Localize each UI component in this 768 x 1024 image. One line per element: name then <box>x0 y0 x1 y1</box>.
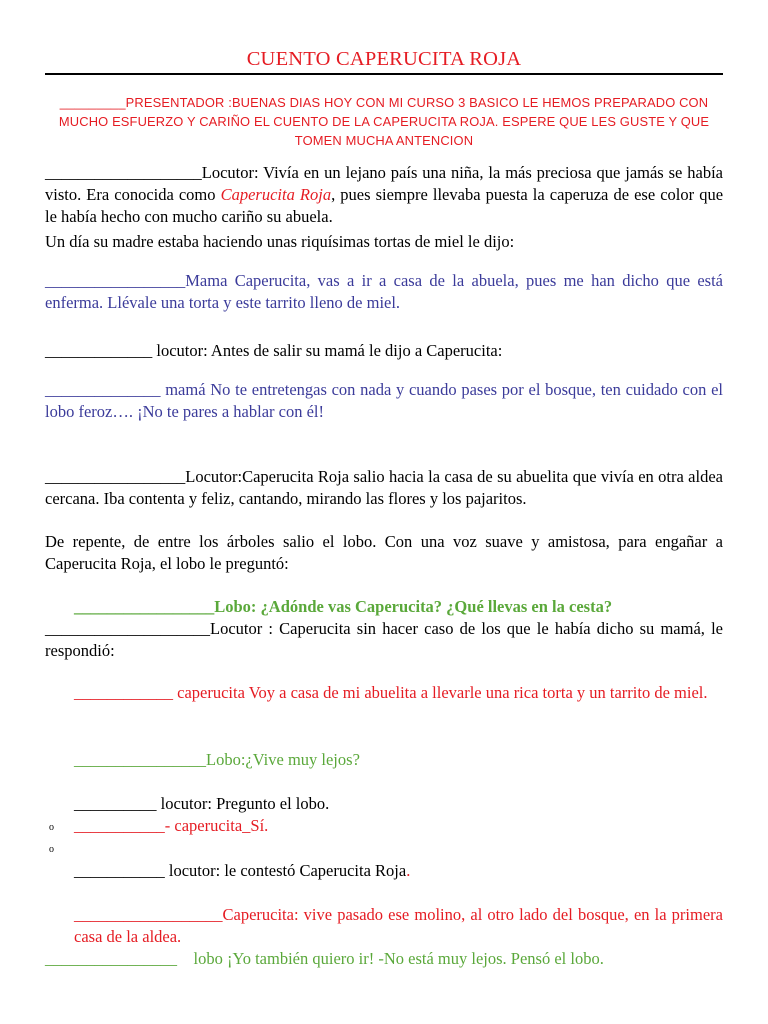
narrator-paragraph-1 <box>45 162 723 228</box>
narrator-text: Locutor: Vivía en un lejano país una niña, la más preciosa que jamás se había visto. Era conocida como <box>45 163 723 204</box>
narrator-text: locutor: Pregunto el lobo. <box>156 794 330 813</box>
narrator-paragraph-6 <box>45 618 723 662</box>
narrator-paragraph-8 <box>74 860 723 882</box>
blank-line: ________________ <box>45 949 177 968</box>
blank-line: ___________ <box>74 816 165 835</box>
blank-line: _________ <box>59 95 126 110</box>
dialogue-text: lobo ¡Yo también quiero ir! -No está muy lejos. Pensó el lobo. <box>177 949 604 968</box>
dialogue-text: Mama Caperucita, vas a ir a casa de la abuela, pues me han dicho que está enferma. Llévale una torta y este tarrito lleno de miel. <box>45 271 723 312</box>
narrator-paragraph-4 <box>45 466 723 510</box>
narrator-paragraph-3 <box>45 340 723 362</box>
caperucita-dialogue-2 <box>74 815 723 837</box>
dialogue-text: - caperucita_Sí. <box>164 816 269 835</box>
caperucita-dialogue-1 <box>74 682 723 704</box>
mama-dialogue-1 <box>45 270 723 314</box>
mama-dialogue-2 <box>45 379 723 423</box>
blank-line: ____________________ <box>45 619 210 638</box>
lobo-dialogue-2 <box>74 749 723 771</box>
narrator-text: Locutor:Caperucita Roja salio hacia la casa de su abuelita que vivía en otra aldea cercana. Iba contenta y feliz, cantando, mirando las flores y los pajaritos. <box>45 467 723 508</box>
title-underline <box>45 73 723 75</box>
presenter-paragraph <box>45 93 723 150</box>
red-period: . <box>406 861 411 880</box>
blank-line: _________________ <box>45 467 186 486</box>
presenter-text: PRESENTADOR :BUENAS DIAS HOY CON MI CURSO 3 BASICO LE HEMOS PREPARADO CON MUCHO ESFUERZO Y CARIÑO EL CUENTO DE LA CAPERUCITA ROJA. ESPERE QUE LES GUSTE Y QUE TOMEN MUCHA ANTENCION <box>58 95 710 148</box>
narrator-text-continued: , pues siempre llevaba puesta la caperuza de ese color que le había hecho con mucho cariño su abuela. <box>45 185 724 226</box>
blank-line: ______________ <box>45 380 161 399</box>
blank-line: _________________ <box>74 597 215 616</box>
narrator-text: locutor: le contestó Caperucita Roja <box>164 861 407 880</box>
blank-line: ____________ <box>74 683 173 702</box>
page-title: CUENTO CAPERUCITA ROJA <box>246 48 522 70</box>
dialogue-text: Lobo: ¿Adónde vas Caperucita? ¿Qué llevas en la cesta? <box>214 597 613 616</box>
narrator-text: locutor: Antes de salir su mamá le dijo a Caperucita: <box>152 341 503 360</box>
document-page <box>45 0 723 1024</box>
narrator-text: Locutor : Caperucita sin hacer caso de los que le había dicho su mamá, le respondió: <box>45 619 723 660</box>
narrator-paragraph-7 <box>74 793 723 815</box>
blank-line: __________ <box>74 794 157 813</box>
dialogue-text: caperucita Voy a casa de mi abuelita a llevarle una rica torta y un tarrito de miel. <box>173 683 708 702</box>
highlighted-name: Caperucita Roja <box>220 185 332 204</box>
lobo-dialogue-1 <box>74 596 723 618</box>
blank-line: ___________________ <box>45 163 202 182</box>
narrator-paragraph-2: Un día su madre estaba haciendo unas riquísimas tortas de miel le dijo: <box>45 232 515 251</box>
blank-line: _____________ <box>45 341 153 360</box>
narrator-paragraph-5: De repente, de entre los árboles salio el lobo. Con una voz suave y amistosa, para engañar a Caperucita Roja, el lobo le preguntó: <box>45 532 723 573</box>
dialogue-text: Lobo:¿Vive muy lejos? <box>206 750 360 769</box>
lobo-dialogue-3 <box>45 948 723 970</box>
blank-line: __________________ <box>74 905 223 924</box>
blank-line: _________________ <box>45 271 186 290</box>
caperucita-dialogue-3 <box>74 904 723 948</box>
dialogue-text: mamá No te entretengas con nada y cuando pases por el bosque, ten cuidado con el lobo feroz…. ¡No te pares a hablar con él! <box>45 380 723 421</box>
blank-line: ___________ <box>74 861 165 880</box>
list-bullet: o <box>49 822 54 833</box>
blank-line: ________________ <box>74 750 206 769</box>
list-bullet: o <box>49 844 54 855</box>
dialogue-text: Caperucita: vive pasado ese molino, al otro lado del bosque, en la primera casa de la aldea. <box>74 905 723 946</box>
